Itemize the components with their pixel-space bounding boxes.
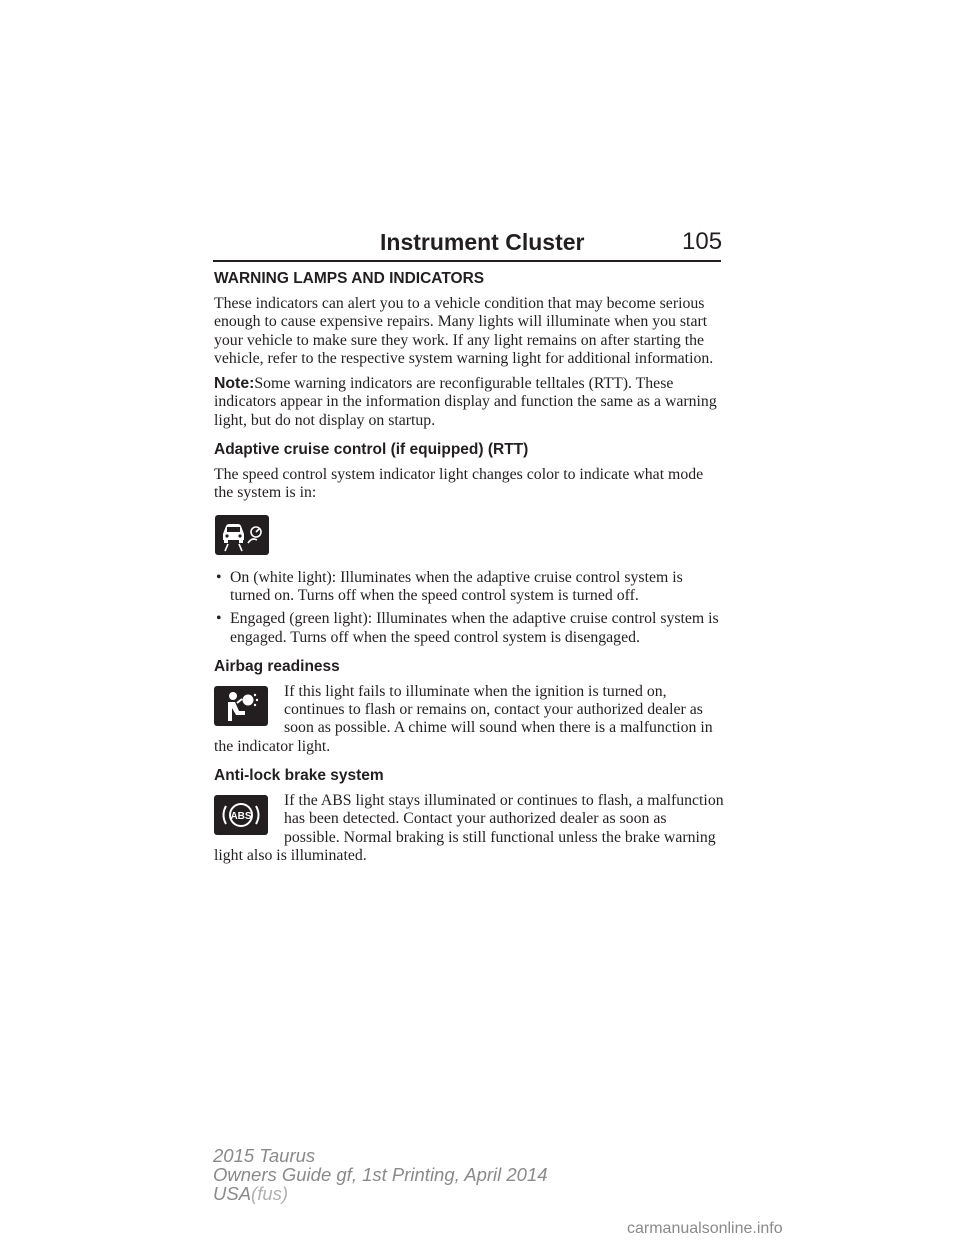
page-content <box>214 270 724 872</box>
airbag-paragraph <box>214 683 724 756</box>
note-text: Some warning indicators are reconfigurable telltales (RTT). These indicators appear in the information display and function the same as a warning light, but do not display on startup. <box>214 375 717 429</box>
acc-intro: The speed control system indicator light changes color to indicate what mode the system is in: <box>214 466 704 502</box>
footer-model: 2015 Taurus <box>213 1145 316 1166</box>
section-title: Instrument Cluster <box>380 229 585 255</box>
main-heading: WARNING LAMPS AND INDICATORS <box>214 270 485 287</box>
document-footer <box>213 1146 548 1203</box>
note-paragraph <box>214 375 724 430</box>
abs-text: If the ABS light stays illuminated or continues to flash, a malfunction has been detected. Contact your authorized dealer as soon as possible. Normal braking is still functional unless the brake warning light also is illuminated. <box>214 792 724 864</box>
abs-icon-text: ABS <box>230 811 252 823</box>
abs-paragraph <box>214 792 724 865</box>
header-divider <box>213 260 721 262</box>
footer-market-code: (fus) <box>251 1183 289 1204</box>
note-label: Note: <box>214 375 255 393</box>
footer-market-name: USA <box>213 1183 252 1204</box>
intro-paragraph: These indicators can alert you to a vehicle condition that may become serious enough to cause expensive repairs. Many lights will illuminate when you start your vehicle to make sure they work. If any light remains on after starting the vehicle, refer to the respective system warning light for additional information. <box>214 295 714 367</box>
airbag-heading: Airbag readiness <box>214 657 340 675</box>
watermark: carmanualsonline.info <box>627 1220 783 1237</box>
acc-bullet-list <box>214 569 724 647</box>
adaptive-cruise-control-icon <box>215 515 269 555</box>
airbag-text: If this light fails to illuminate when the ignition is turned on, continues to flash or remains on, contact your authorized dealer as soon as possible. A chime will sound when there is a malfunction in the indicator light. <box>214 682 713 755</box>
list-item: • Engaged (green light): Illuminates when the adaptive cruise control system is engaged. Turns off when the speed control system is disengaged. <box>216 610 719 646</box>
list-item: • On (white light): Illuminates when the adaptive cruise control system is turned on. Turns off when the speed control system is turned off. <box>216 568 683 604</box>
page-number: 105 <box>682 228 723 255</box>
bullet-text: Engaged (green light): Illuminates when the adaptive cruise control system is engaged. Turns off when the speed control system is disengaged. <box>230 610 719 646</box>
abs-icon <box>214 795 268 835</box>
bullet-text: On (white light): Illuminates when the adaptive cruise control system is turned on. Turns off when the speed control system is turned off. <box>230 568 683 604</box>
footer-market <box>213 1184 548 1203</box>
footer-edition: Owners Guide gf, 1st Printing, April 2014 <box>213 1164 548 1185</box>
airbag-icon <box>214 686 268 726</box>
abs-heading: Anti-lock brake system <box>214 767 384 785</box>
acc-heading: Adaptive cruise control (if equipped) (RTT) <box>214 441 529 459</box>
